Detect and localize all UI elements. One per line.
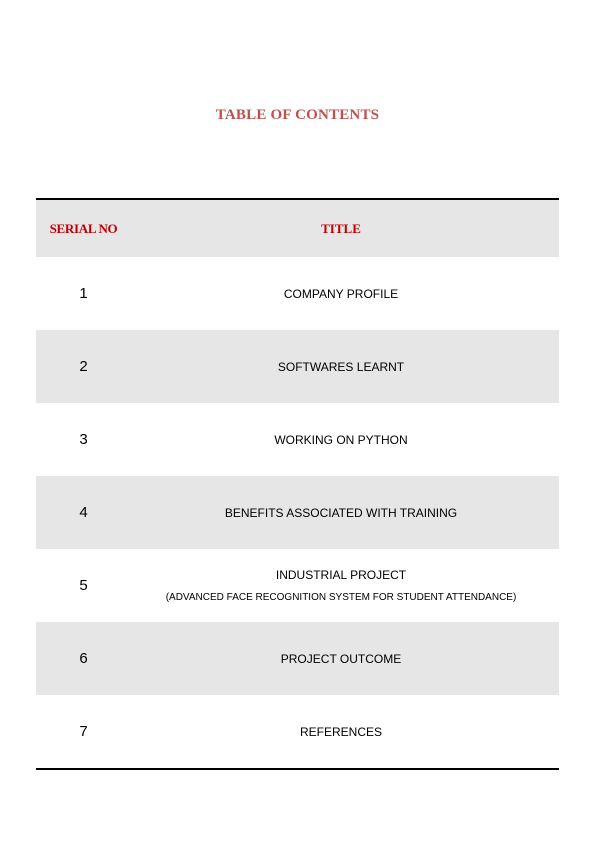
- serial-number: 5: [79, 577, 88, 594]
- serial-number: 1: [79, 285, 88, 302]
- table-row: [36, 330, 559, 403]
- table-row: [36, 695, 559, 768]
- table-row: [36, 622, 559, 695]
- page-title: TABLE OF CONTENTS: [215, 107, 380, 123]
- serial-number: 3: [79, 431, 88, 448]
- entry-title: SOFTWARES LEARNT: [277, 359, 405, 374]
- entry-title: REFERENCES: [299, 724, 382, 739]
- entry-subtitle: (ADVANCED FACE RECOGNITION SYSTEM FOR STUDENT ATTENDANCE): [165, 592, 517, 603]
- entry-title: COMPANY PROFILE: [283, 286, 399, 301]
- serial-no-header: SERIAL NO: [49, 220, 118, 236]
- contents-table: [36, 198, 559, 770]
- entry-title-block: [131, 568, 559, 603]
- table-row: [36, 549, 559, 622]
- serial-number: 7: [79, 723, 88, 740]
- table-row: [36, 257, 559, 330]
- entry-title: WORKING ON PYTHON: [274, 432, 408, 447]
- serial-number: 4: [79, 504, 88, 521]
- title-header: TITLE: [321, 220, 361, 236]
- entry-title: INDUSTRIAL PROJECT: [275, 568, 407, 582]
- table-header-row: [36, 200, 559, 257]
- serial-number: 2: [79, 358, 88, 375]
- table-row: [36, 476, 559, 549]
- entry-title: PROJECT OUTCOME: [280, 651, 402, 666]
- entry-title: BENEFITS ASSOCIATED WITH TRAINING: [224, 505, 458, 520]
- serial-number: 6: [79, 650, 88, 667]
- table-row: [36, 403, 559, 476]
